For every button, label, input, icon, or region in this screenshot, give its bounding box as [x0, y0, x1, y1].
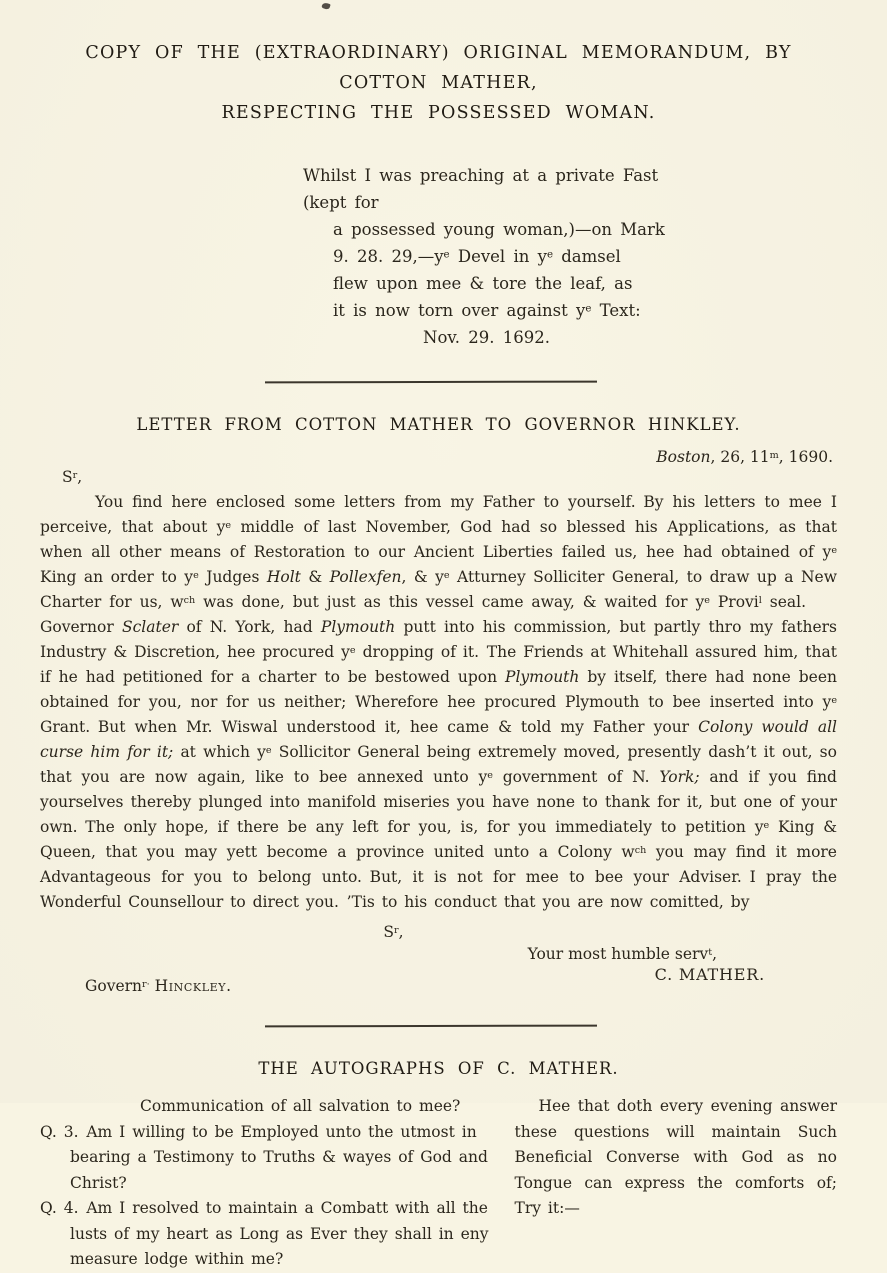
question-item-q4: Q. 4. Am I resolved to maintain a Combatt with all the lusts of my heart as Long as Ever they shall in eny measure lodge within me? [40, 1199, 489, 1268]
memo-line: it is now torn over against $y^e$ Text: [333, 301, 641, 320]
autographs-heading: THE AUTOGRAPHS OF C. MATHER. [258, 1059, 619, 1078]
memo-line: a possessed young woman,)—on Mark [333, 220, 665, 239]
letter-salutation: $S^r$, [62, 468, 83, 486]
autographs-columns [40, 1094, 837, 1273]
memorandum-title [40, 0, 837, 128]
signature-row [40, 965, 837, 995]
autographs-right-paragraph: Hee that doth every evening answer these questions will maintain Such Beneficial Converse with God as no Tongue can express the comforts of; Try it:— [514, 1097, 837, 1217]
letter-heading: LETTER FROM COTTON MATHER TO GOVERNOR HINKLEY. [136, 415, 741, 434]
memorandum-title-line2: RESPECTING THE POSSESSED WOMAN. [221, 103, 656, 123]
memorandum-title-line1: COPY OF THE (EXTRAORDINARY) ORIGINAL MEMORANDUM, BY COTTON MATHER, [85, 43, 792, 93]
letter-closing-salutation: $S^r$, [383, 923, 404, 941]
question-item-q3: Q. 3. Am I willing to be Employed unto the utmost in bearing a Testimony to Truths & wayes of God and Christ? [40, 1122, 488, 1192]
letter-body-paragraph: You find here enclosed some letters from my Father to yourself. By his letters to mee I perceive, that about $y^e$ middle of last November, God had so blessed his Applications, as that when all other means of Restoration to our Ancient Liberties failed us, hee had obtained of $y^e$ King an order to $y^e$ Judges Holt & Pollexfen, & $y^e$ Atturney Solliciter General, to draw up a New Charter for us, $w^{ch}$ was done, but just as this vessel came away, & waited for $y^e$ Provi$^l$ seal. Governor Sclater of N. York, had Plymouth putt into his commission, but partly thro my fathers Industry & Discretion, hee procured $y^e$ dropping of it. The Friends at Whitehall assured him, that if he had petitioned for a charter to be bestowed upon Plymouth by itself, there had none been obtained for you, nor for us neither; Wherefore hee procured Plymouth to bee inserted into $y^e$ Grant. But when Mr. Wiswal understood it, hee came & told my Father your Colony would all curse him for it; at which $y^e$ Sollicitor General being extremely moved, presently dash’t it out, so that you are now again, like to bee annexed unto $y^e$ government of N. York; and if you find yourselves thereby plunged into manifold miseries you have none to thank for it, but one of your own. The only hope, if there be any left for you, is, for you immediately to petition $y^e$ King & Queen, that you may yett become a province united unto a Colony $w^{ch}$ you may find it more Advantageous for you to belong unto. But, it is not for mee to bee your Adviser. I pray the Wonderful Counsellour to direct you. ’Tis to his conduct that you are now comitted, by [40, 493, 837, 911]
autographs-right-column [514, 1094, 837, 1273]
letter-addressee: Govern$^{r\cdot}$ Hinckley. [85, 977, 232, 995]
letter-dateline: Boston, 26, 11$^m$, 1690. [656, 448, 833, 466]
carryover-line: Communication of all salvation to mee? [140, 1097, 461, 1115]
memo-date-line: Nov. 29. 1692. [423, 328, 550, 347]
memo-line: flew upon mee & tore the leaf, as [333, 274, 633, 293]
letter-valediction: Your most humble serv$^t$, [527, 945, 717, 963]
memo-line: Whilst I was preaching at a private Fast (kept for [303, 166, 659, 212]
memo-line: 9. 28. $29,—y^e$ Devel in $y^e$ damsel [333, 247, 621, 266]
autographs-left-column [40, 1094, 492, 1273]
memorandum-note [303, 162, 703, 351]
divider-rule-bottom [264, 1025, 596, 1028]
divider-rule-top [264, 381, 596, 384]
letter-signature: C. MATHER. [654, 965, 765, 984]
